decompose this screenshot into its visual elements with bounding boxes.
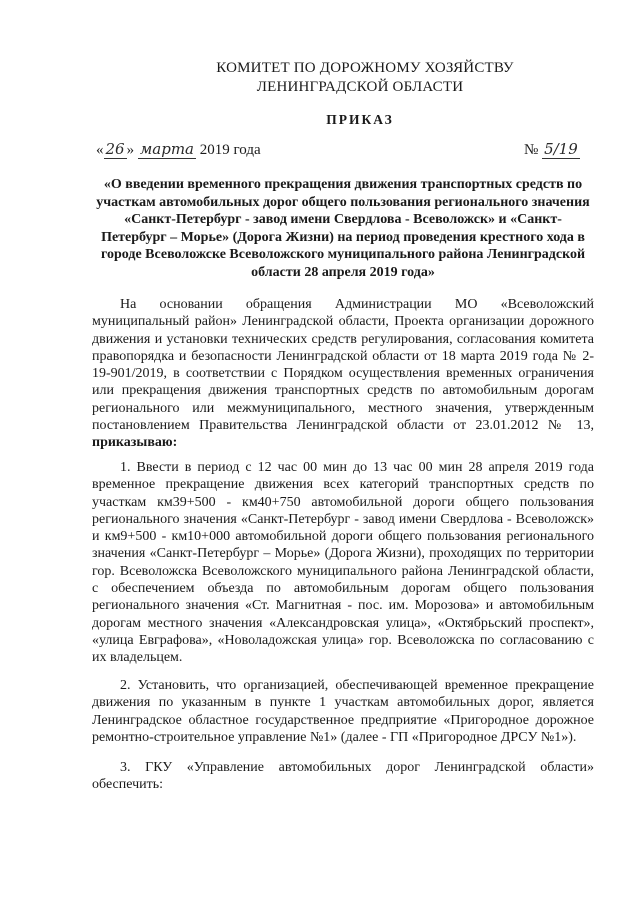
- preamble-text: На основании обращения Администрации МО «Всеволожский муниципальный район» Ленинградской области, Проекта организации дорожного движения и установки технических средств регулирования, согласования комитета правопорядка и безопасности Ленинградской области от 18 марта 2019 года № 2-19-901/2019, в соответствии с Порядком осуществления временных ограничения или прекращения движения транспортных средств по автомобильным дорогам регионального или межмуниципального, местного значения, утвержденным постановлением Правительства Ленинградской области от 23.01.2012 № 13,: [92, 297, 594, 434]
- date-year: 2019 года: [199, 142, 261, 158]
- document-number: [524, 140, 580, 159]
- date-month-handwritten: марта: [139, 140, 194, 158]
- document-date: [96, 140, 261, 159]
- item-1-paragraph: 1. Ввести в период с 12 час 00 мин до 13 час 00 мин 28 апреля 2019 года временное прекращение движения всех категорий транспортных средств по участкам км39+500 - км40+750 автомобильной дороги общего пользования регионального значения «Санкт-Петербург - завод имени Свердлова - Всеволожск» и км9+500 - км10+000 автомобильной дороги общего пользования регионального значения «Санкт-Петербург – Морье» (Дорога Жизни), проходящих по территории гор. Всеволожска Всеволожского муниципального района Ленинградской области, с обеспечением объезда по автомобильным дорогам общего пользования регионального значения «Ст. Магнитная - пос. им. Морозова» и автомобильным дорогам местного значения «Александровская улица», «Октябрьский проспект», «улица Евграфова», «Новоладожская улица» гор. Всеволожска по согласованию с их владельцем.: [92, 460, 594, 666]
- order-title: «О введении временного прекращения движения транспортных средств по участкам автомобильных дорог общего пользования регионального значения «Санкт-Петербург - завод имени Свердлова - Всеволожск» и «Санкт-Петербург – Морье» (Дорога Жизни) на период проведения крестного хода в городе Всеволожске Всеволожского муниципального района Ленинградской области 28 апреля 2019 года»: [96, 177, 590, 280]
- number-value-handwritten: 5/19: [544, 140, 578, 158]
- document-type-heading: ПРИКАЗ: [326, 112, 394, 127]
- date-open-quote: «: [96, 142, 104, 158]
- organization-name-line1: КОМИТЕТ ПО ДОРОЖНОМУ ХОЗЯЙСТВУ: [216, 60, 514, 76]
- item-2-paragraph: 2. Установить, что организацией, обеспечивающей временное прекращение движения по указанным в пункте 1 участкам автомобильных дорог, является Ленинградское областное государственное предприятие «Пригородное дорожное ремонтно-строительное управление №1» (далее - ГП «Пригородное ДРСУ №1»).: [92, 678, 594, 745]
- item-3-paragraph: 3. ГКУ «Управление автомобильных дорог Ленинградской области» обеспечить:: [92, 760, 594, 793]
- date-close-quote: »: [126, 142, 135, 158]
- organization-name-line2: ЛЕНИНГРАДСКОЙ ОБЛАСТИ: [256, 79, 464, 95]
- number-prefix: №: [524, 142, 539, 158]
- preamble-paragraph: [92, 296, 594, 452]
- order-keyword: приказываю:: [92, 435, 178, 451]
- date-day-handwritten: 26: [105, 140, 125, 158]
